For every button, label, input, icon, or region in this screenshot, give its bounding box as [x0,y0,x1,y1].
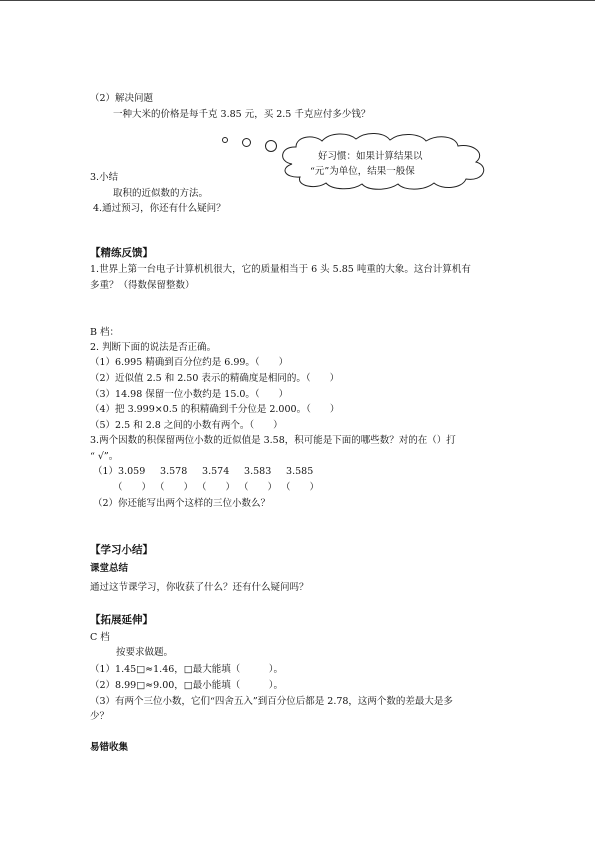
practice-heading: 【精练反馈】 [90,247,153,259]
judge-item: （4）把 3.999×0.5 的积精确到千分位是 2.000。（ ） [90,404,340,415]
extension-item: （1）1.45□≈1.46，□最大能填（ ）。 [90,664,284,675]
class-summary-text: 通过这节课学习，你收获了什么？还有什么疑问吗？ [90,582,309,593]
extension-item-continuation: 少？ [90,711,110,722]
judge-item: （5）2.5 和 2.8 之间的小数有两个。（ ） [90,420,283,431]
mistakes-heading: 易错收集 [90,742,129,753]
practice-q1-line1: 1.世界上第一台电子计算机机很大，它的质量相当于 6 头 5.85 吨重的大象。这台计算机有 [90,264,471,275]
tip-cloud [274,130,504,192]
choice-option: 3.059 [118,466,146,477]
judge-item: （1）6.995 精确到百分位约是 6.99。（ ） [90,357,289,368]
summary-title: 3.小结 [90,172,119,183]
answer-blank[interactable]: （ ） [113,482,152,493]
answer-blank[interactable]: （ ） [281,482,320,493]
answer-blank[interactable]: （ ） [239,482,278,493]
judge-item: （3）14.98 保留一位小数约是 15.0。（ ） [90,389,289,400]
thought-dot-small [222,137,228,143]
answer-blank[interactable]: （ ） [197,482,236,493]
choice-option: 3.578 [160,466,188,477]
cloud-text-line2: “元”为单位，结果一般保 [310,166,415,177]
choice-option: 3.585 [286,466,314,477]
choice-question-line1: 3.两个因数的积保留两位小数的近似值是 3.58，积可能是下面的哪些数？对的在（）打 [90,435,456,446]
practice-q1-line2: 多重？（得数保留整数） [90,280,195,291]
choice-option: 3.583 [244,466,272,477]
choice-answer-row [113,482,323,494]
extension-item: （3）有两个三位小数，它们“四舍五入”到百分位后都是 2.78，这两个数的差最大是多 [90,696,453,707]
page-top-rule [0,0,595,1]
extension-item: （2）8.99□≈9.00，□最小能填（ ）。 [90,680,284,691]
choice-subquestion-2: （2）你还能写出两个这样的三位小数么？ [93,498,271,509]
level-b-label: B 档： [90,327,120,338]
study-summary-heading: 【学习小结】 [90,544,153,556]
cloud-text-line1: 好习惯：如果计算结果以 [318,151,423,162]
choice-prefix: （1） [93,466,119,477]
level-c-label: C 档 [90,632,110,643]
judge-item: （2）近似值 2.5 和 2.50 表示的精确度是相同的。（ ） [90,373,340,384]
judge-title: 2. 判断下面的说法是否正确。 [90,342,217,353]
summary-text: 取积的近似数的方法。 [113,188,209,199]
choice-options-row [93,466,328,478]
choice-option: 3.574 [202,466,230,477]
thought-dot-medium [242,138,251,147]
answer-blank[interactable]: （ ） [155,482,194,493]
choice-question-line2: “ √”。 [90,451,119,462]
extension-heading: 【拓展延伸】 [90,614,153,626]
preview-question: 4.通过预习，你还有什么疑问？ [93,203,226,214]
class-summary-subheading: 课堂总结 [90,563,129,574]
q2-problem-text: 一种大米的价格是每千克 3.85 元，买 2.5 千克应付多少钱？ [113,109,371,120]
extension-instruction: 按要求做题。 [116,647,174,658]
q2-title: （2）解决问题 [90,93,154,104]
